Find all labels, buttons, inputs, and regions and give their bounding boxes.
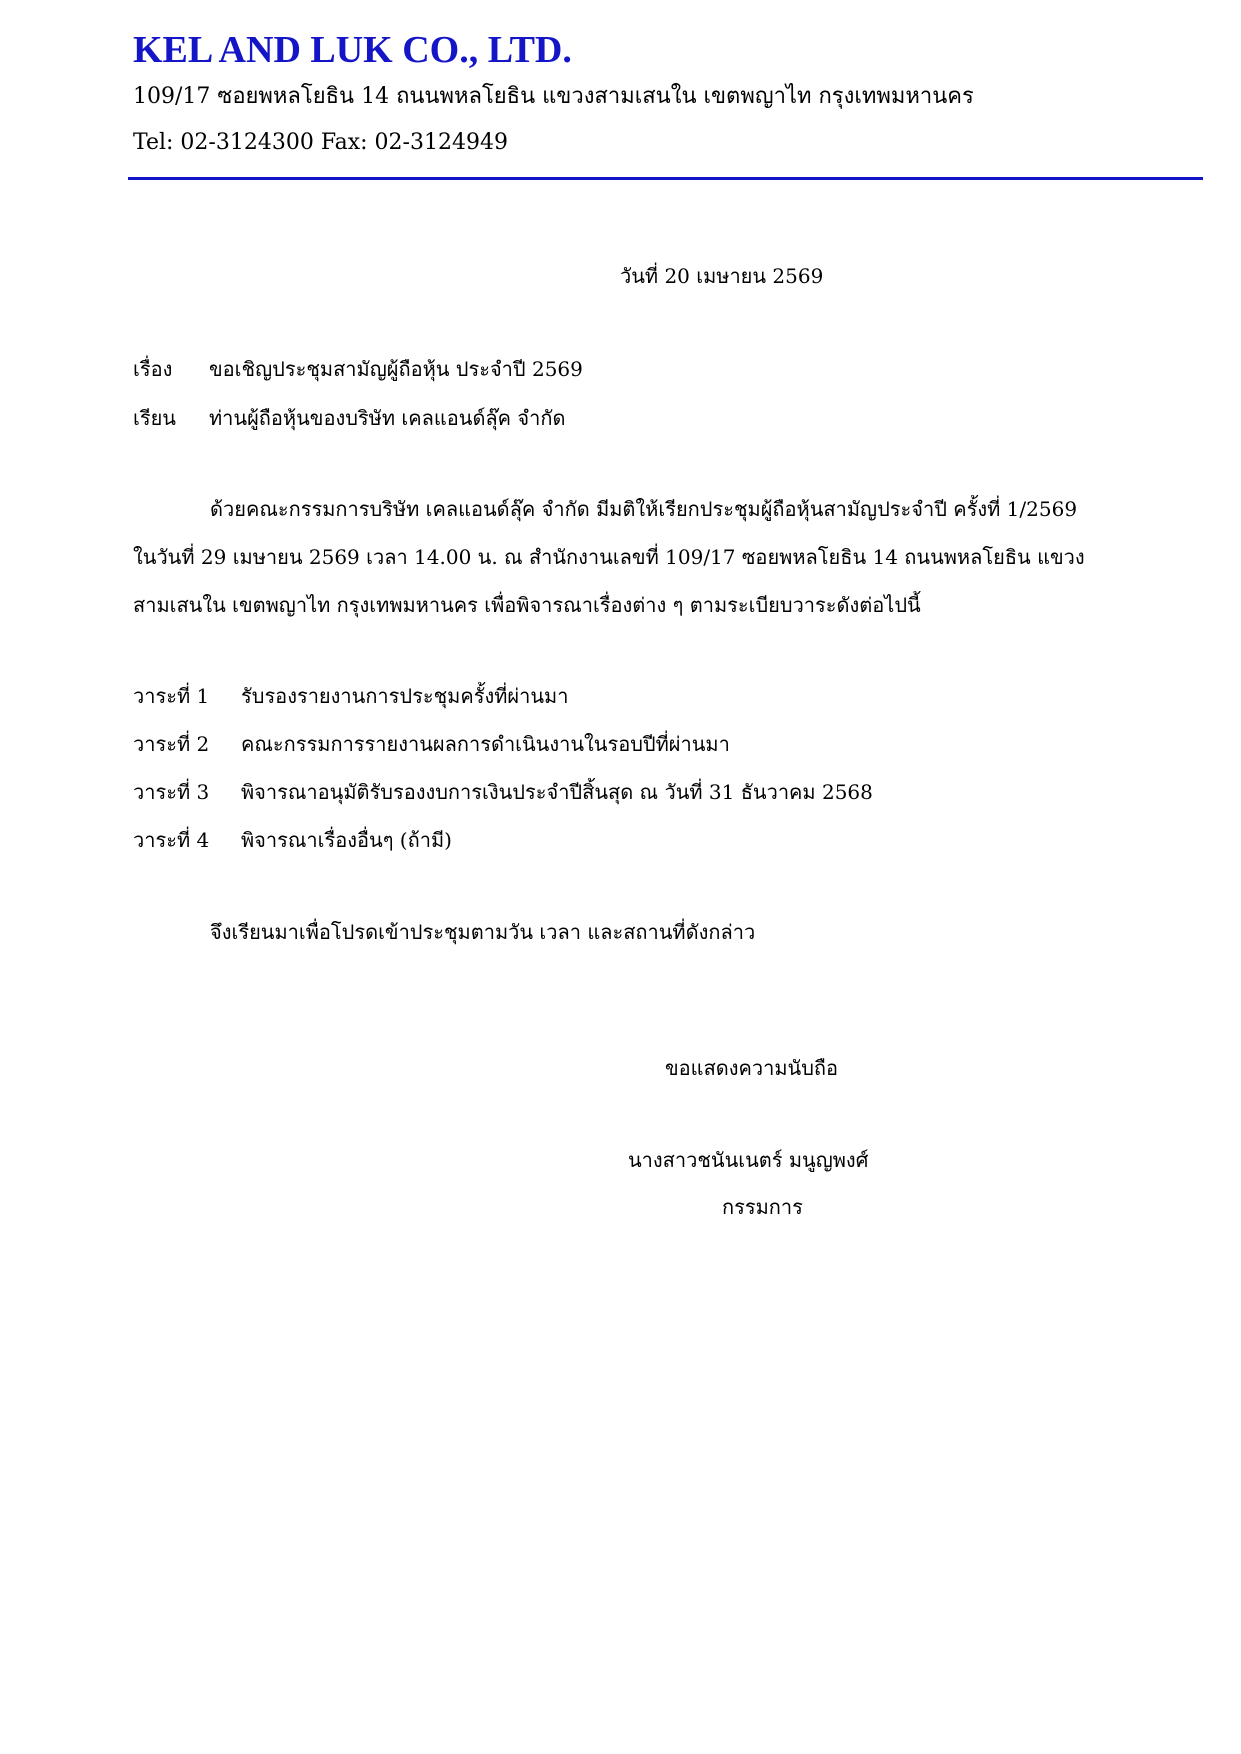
regards-text: ขอแสดงความนับถือ bbox=[665, 1056, 839, 1080]
agenda-item bbox=[133, 682, 568, 710]
closing-text: จึงเรียนมาเพื่อโปรดเข้าประชุมตามวัน เวลา และสถานที่ดังกล่าว bbox=[210, 920, 756, 944]
subject-row bbox=[133, 355, 583, 383]
agenda-item bbox=[133, 730, 730, 758]
salutation-label: เรียน bbox=[133, 406, 176, 430]
company-name: KEL AND LUK CO., LTD. bbox=[133, 29, 572, 71]
subject-text: ขอเชิญประชุมสามัญผู้ถือหุ้น ประจำปี 2569 bbox=[209, 357, 583, 381]
agenda-item bbox=[133, 778, 873, 806]
salutation-text: ท่านผู้ถือหุ้นของบริษัท เคลแอนด์ลุ๊ค จำกัด bbox=[209, 406, 566, 430]
agenda-text: รับรองรายงานการประชุมครั้งที่ผ่านมา bbox=[241, 684, 569, 708]
signer-name: นางสาวชนันเนตร์ มนูญพงศ์ bbox=[628, 1148, 869, 1172]
agenda-label: วาระที่ 2 bbox=[133, 732, 210, 756]
salutation-row bbox=[133, 404, 565, 432]
agenda-text: คณะกรรมการรายงานผลการดำเนินงานในรอบปีที่ผ่านมา bbox=[241, 732, 730, 756]
agenda-label: วาระที่ 4 bbox=[133, 828, 210, 852]
agenda-label: วาระที่ 3 bbox=[133, 780, 210, 804]
company-address: 109/17 ซอยพหลโยธิน 14 ถนนพหลโยธิน แขวงสามเสนใน เขตพญาไท กรุงเทพมหานคร bbox=[133, 84, 974, 109]
signer-title: กรรมการ bbox=[722, 1195, 803, 1219]
body-line-2: ในวันที่ 29 เมษายน 2569 เวลา 14.00 น. ณ สำนักงานเลขที่ 109/17 ซอยพหลโยธิน 14 ถนนพหลโยธิน แขวง bbox=[133, 545, 1085, 569]
agenda-label: วาระที่ 1 bbox=[133, 684, 210, 708]
body-line-3: สามเสนใน เขตพญาไท กรุงเทพมหานคร เพื่อพิจารณาเรื่องต่าง ๆ ตามระเบียบวาระดังต่อไปนี้ bbox=[133, 593, 921, 617]
agenda-text: พิจารณาเรื่องอื่นๆ (ถ้ามี) bbox=[241, 828, 452, 852]
agenda-text: พิจารณาอนุมัติรับรองงบการเงินประจำปีสิ้นสุด ณ วันที่ 31 ธันวาคม 2568 bbox=[241, 780, 873, 804]
subject-label: เรื่อง bbox=[133, 357, 173, 381]
body-line-1: ด้วยคณะกรรมการบริษัท เคลแอนด์ลุ๊ค จำกัด มีมติให้เรียกประชุมผู้ถือหุ้นสามัญประจำปี ครั้งที่ 1/2569 bbox=[210, 497, 1078, 521]
company-contact: Tel: 02-3124300 Fax: 02-3124949 bbox=[133, 130, 508, 155]
agenda-item bbox=[133, 826, 452, 854]
header-divider bbox=[128, 177, 1203, 180]
letter-date: วันที่ 20 เมษายน 2569 bbox=[620, 264, 824, 288]
